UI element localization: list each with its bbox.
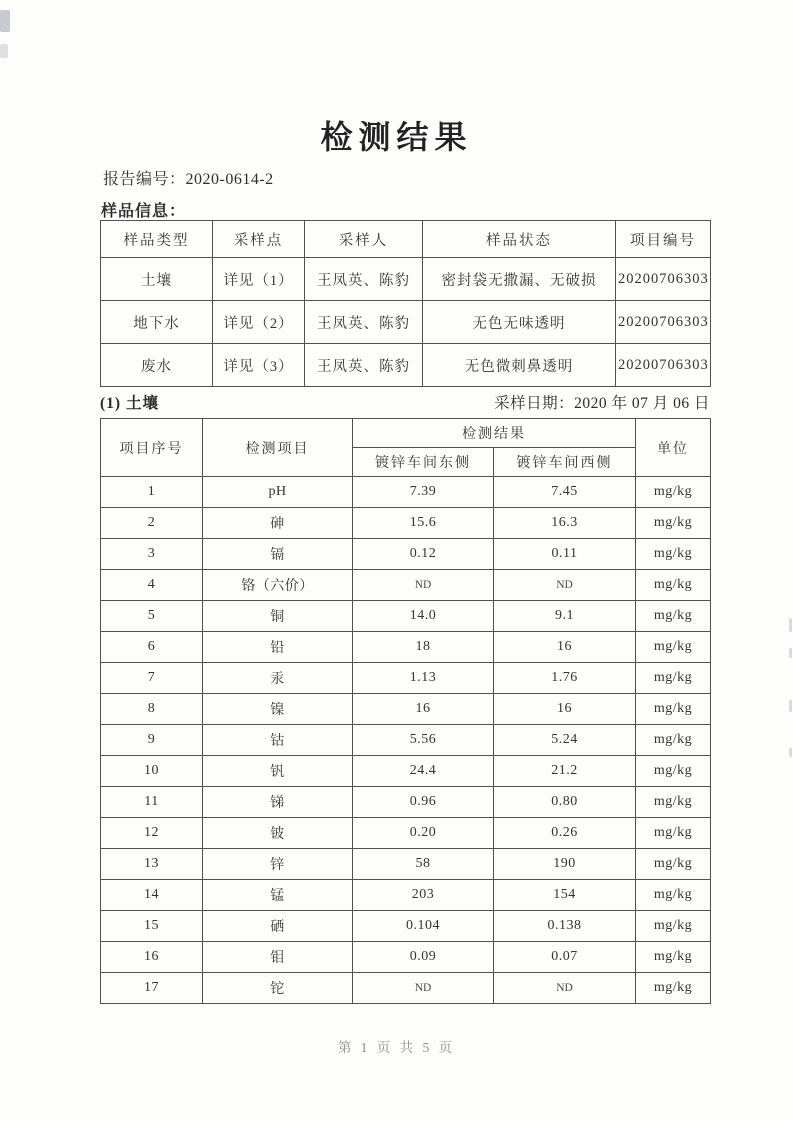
table-cell: 4 xyxy=(101,570,203,601)
table-cell: 16 xyxy=(494,694,636,725)
column-header: 单位 xyxy=(636,419,711,477)
column-header: 采样点 xyxy=(213,221,305,258)
table-row xyxy=(101,301,711,344)
table-row xyxy=(101,601,711,632)
table-cell: 7.39 xyxy=(353,477,494,508)
table-cell: 详见（1） xyxy=(213,258,305,301)
sample-info-heading: 样品信息： xyxy=(101,203,187,220)
table-cell: mg/kg xyxy=(636,942,711,973)
table-cell: 1.76 xyxy=(494,663,636,694)
column-header: 检测项目 xyxy=(203,419,353,477)
table-row xyxy=(101,344,711,387)
table-row xyxy=(101,787,711,818)
table-cell: 3 xyxy=(101,539,203,570)
table-cell: mg/kg xyxy=(636,787,711,818)
table-cell: 1 xyxy=(101,477,203,508)
table-cell: 0.138 xyxy=(494,911,636,942)
table-row xyxy=(101,663,711,694)
scan-edge-artifact xyxy=(789,648,792,658)
table-cell: 2 xyxy=(101,508,203,539)
table-cell: ND xyxy=(353,973,494,1004)
table-cell: mg/kg xyxy=(636,973,711,1004)
table-cell: 0.20 xyxy=(353,818,494,849)
table-cell: 5.24 xyxy=(494,725,636,756)
column-header: 镀锌车间西侧 xyxy=(494,448,636,477)
table-cell: 20200706303 xyxy=(616,344,711,387)
table-cell: 铍 xyxy=(203,818,353,849)
column-header: 样品类型 xyxy=(101,221,213,258)
page-number-footer: 第 1 页 共 5 页 xyxy=(337,1040,456,1055)
report-number-line xyxy=(103,166,274,189)
result-table xyxy=(100,418,711,1004)
table-cell: mg/kg xyxy=(636,911,711,942)
scan-edge-artifact xyxy=(789,618,792,632)
table-cell: 58 xyxy=(353,849,494,880)
table-cell: 锑 xyxy=(203,787,353,818)
table-cell: mg/kg xyxy=(636,508,711,539)
column-header: 镀锌车间东侧 xyxy=(353,448,494,477)
table-row xyxy=(101,694,711,725)
table-cell: 5.56 xyxy=(353,725,494,756)
table-cell: 土壤 xyxy=(101,258,213,301)
column-header: 项目序号 xyxy=(101,419,203,477)
table-row xyxy=(101,570,711,601)
table-cell: mg/kg xyxy=(636,477,711,508)
table-cell: mg/kg xyxy=(636,570,711,601)
table-row xyxy=(101,539,711,570)
table-cell: 10 xyxy=(101,756,203,787)
table-cell: 锌 xyxy=(203,849,353,880)
table-cell: mg/kg xyxy=(636,880,711,911)
section-heading: (1) 土壤 xyxy=(100,395,159,412)
table-cell: 铜 xyxy=(203,601,353,632)
table-cell: 铬（六价） xyxy=(203,570,353,601)
table-cell: mg/kg xyxy=(636,663,711,694)
report-number-value: 2020-0614-2 xyxy=(185,171,274,188)
table-cell: 王凤英、陈豹 xyxy=(305,258,423,301)
table-cell: pH xyxy=(203,477,353,508)
table-cell: 0.09 xyxy=(353,942,494,973)
table-cell: 铊 xyxy=(203,973,353,1004)
column-header: 采样人 xyxy=(305,221,423,258)
table-cell: 镉 xyxy=(203,539,353,570)
table-cell: 9 xyxy=(101,725,203,756)
table-row xyxy=(101,508,711,539)
table-cell: 15.6 xyxy=(353,508,494,539)
table-cell: 20200706303 xyxy=(616,258,711,301)
table-cell: 16 xyxy=(353,694,494,725)
table-cell: 锰 xyxy=(203,880,353,911)
table-row xyxy=(101,258,711,301)
table-cell: 王凤英、陈豹 xyxy=(305,344,423,387)
table-cell: 密封袋无撒漏、无破损 xyxy=(423,258,616,301)
sampling-date: 采样日期：2020 年 07 月 06 日 xyxy=(494,395,710,412)
table-row xyxy=(101,818,711,849)
table-cell: 190 xyxy=(494,849,636,880)
table-cell: mg/kg xyxy=(636,694,711,725)
table-cell: 钼 xyxy=(203,942,353,973)
table-cell: 硒 xyxy=(203,911,353,942)
table-cell: 钒 xyxy=(203,756,353,787)
table-cell: 王凤英、陈豹 xyxy=(305,301,423,344)
table-cell: 203 xyxy=(353,880,494,911)
table-cell: 24.4 xyxy=(353,756,494,787)
column-header-group: 检测结果 xyxy=(353,419,636,448)
table-cell: 1.13 xyxy=(353,663,494,694)
table-row xyxy=(101,973,711,1004)
table-cell: mg/kg xyxy=(636,756,711,787)
scan-smudge xyxy=(0,10,10,32)
table-row xyxy=(101,911,711,942)
table-cell: 钴 xyxy=(203,725,353,756)
table-cell: 铅 xyxy=(203,632,353,663)
table-cell: mg/kg xyxy=(636,632,711,663)
table-cell: 21.2 xyxy=(494,756,636,787)
table-cell: 镍 xyxy=(203,694,353,725)
table-cell: mg/kg xyxy=(636,849,711,880)
table-cell: 154 xyxy=(494,880,636,911)
table-cell: 废水 xyxy=(101,344,213,387)
table-cell: 8 xyxy=(101,694,203,725)
table-cell: ND xyxy=(353,570,494,601)
table-cell: 7.45 xyxy=(494,477,636,508)
table-cell: 16 xyxy=(101,942,203,973)
page-title: 检测结果 xyxy=(320,119,473,155)
table-cell: 0.11 xyxy=(494,539,636,570)
table-cell: 18 xyxy=(353,632,494,663)
table-cell: 17 xyxy=(101,973,203,1004)
table-row xyxy=(101,880,711,911)
table-cell: 9.1 xyxy=(494,601,636,632)
table-cell: 20200706303 xyxy=(616,301,711,344)
table-cell: mg/kg xyxy=(636,601,711,632)
table-row xyxy=(101,756,711,787)
table-cell: 无色微刺鼻透明 xyxy=(423,344,616,387)
table-cell: 0.104 xyxy=(353,911,494,942)
table-cell: 0.12 xyxy=(353,539,494,570)
table-cell: 6 xyxy=(101,632,203,663)
table-cell: 12 xyxy=(101,818,203,849)
table-row xyxy=(101,849,711,880)
table-cell: 16.3 xyxy=(494,508,636,539)
table-header-row xyxy=(101,419,711,448)
table-cell: mg/kg xyxy=(636,725,711,756)
table-cell: 详见（2） xyxy=(213,301,305,344)
table-cell: 13 xyxy=(101,849,203,880)
table-cell: 0.26 xyxy=(494,818,636,849)
scan-edge-artifact xyxy=(789,700,792,712)
table-cell: 14 xyxy=(101,880,203,911)
table-cell: 详见（3） xyxy=(213,344,305,387)
table-cell: ND xyxy=(494,973,636,1004)
column-header: 样品状态 xyxy=(423,221,616,258)
report-number-label: 报告编号： xyxy=(103,171,186,188)
table-row xyxy=(101,477,711,508)
table-cell: 0.07 xyxy=(494,942,636,973)
scan-edge-artifact xyxy=(789,748,792,757)
table-cell: 地下水 xyxy=(101,301,213,344)
table-row xyxy=(101,632,711,663)
table-cell: 11 xyxy=(101,787,203,818)
table-cell: 7 xyxy=(101,663,203,694)
table-cell: 0.96 xyxy=(353,787,494,818)
column-header: 项目编号 xyxy=(616,221,711,258)
table-cell: 16 xyxy=(494,632,636,663)
table-cell: 无色无味透明 xyxy=(423,301,616,344)
scan-smudge xyxy=(0,44,8,58)
table-cell: mg/kg xyxy=(636,539,711,570)
sample-info-table xyxy=(100,220,711,387)
table-cell: 15 xyxy=(101,911,203,942)
table-cell: 5 xyxy=(101,601,203,632)
table-cell: ND xyxy=(494,570,636,601)
table-cell: 0.80 xyxy=(494,787,636,818)
table-cell: mg/kg xyxy=(636,818,711,849)
table-row xyxy=(101,942,711,973)
table-cell: 汞 xyxy=(203,663,353,694)
table-cell: 砷 xyxy=(203,508,353,539)
table-cell: 14.0 xyxy=(353,601,494,632)
table-row xyxy=(101,725,711,756)
table-header-row xyxy=(101,221,711,258)
section-heading-row xyxy=(100,391,710,413)
